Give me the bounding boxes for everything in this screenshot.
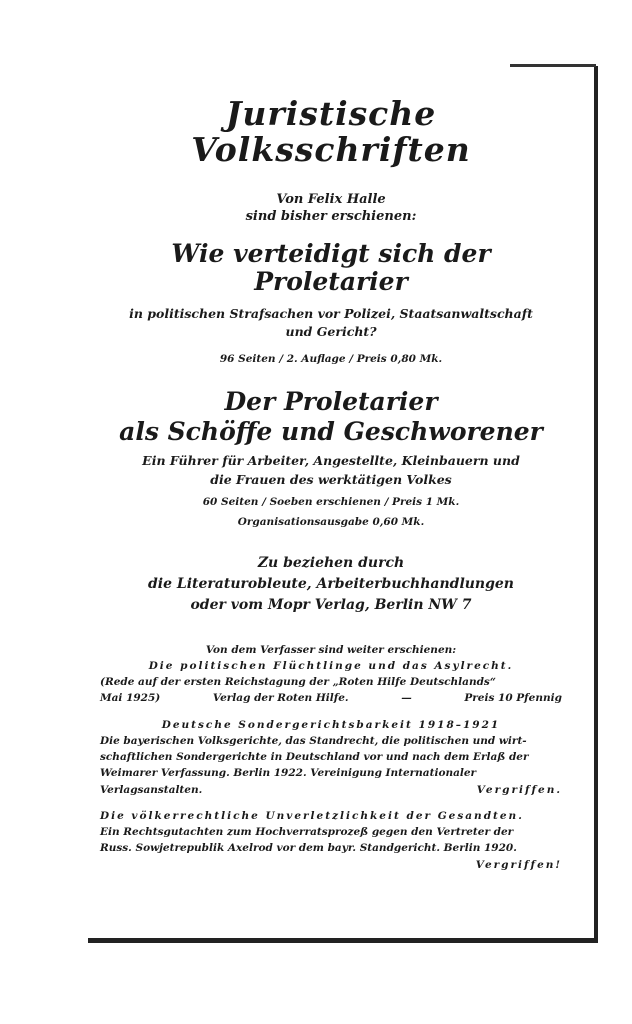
order-line: Zu beziehen durch — [257, 554, 405, 571]
item1-publisher: Verlag der Roten Hilfe. — [212, 692, 349, 705]
item2-publisher: Verlagsanstalten. — [100, 783, 203, 796]
item2-status: Vergriffen. — [476, 783, 562, 796]
item1-dash: — — [401, 692, 412, 705]
book2-subtitle-line: die Frauen des werktätigen Volkes — [210, 471, 452, 487]
intro-line: Von Felix Halle — [276, 191, 386, 207]
item3-title: Die völkerrechtliche Unverletzlichkeit der Gesandten. — [100, 809, 524, 822]
book1-subtitle-line: in politischen Strafsachen vor Polizei, Staatsanwaltschaft — [129, 306, 533, 322]
order-info — [100, 553, 562, 616]
book1-title: Wie verteidigt sich der Proletarier — [171, 238, 491, 297]
book2-subtitle — [100, 452, 562, 488]
item2-title: Deutsche Sondergerichtsbarkeit 1918–1921 — [161, 718, 501, 731]
book2-meta-line: Organisationsausgabe 0,60 Mk. — [237, 515, 425, 528]
item1-price: Preis 10 Pfennig — [464, 692, 562, 705]
item1-line: (Rede auf der ersten Reichstagung der „Roten Hilfe Deutschlands“ — [100, 676, 496, 689]
item2-line: Weimarer Verfassung. Berlin 1922. Vereinigung Internationaler — [100, 767, 477, 780]
page-title: Juristische Volksschriften — [191, 94, 471, 170]
book2-meta-line: 60 Seiten / Soeben erschienen / Preis 1 Mk. — [202, 495, 460, 508]
book1-meta: 96 Seiten / 2. Auflage / Preis 0,80 Mk. — [219, 353, 443, 366]
item2-line: Die bayerischen Volksgerichte, das Standrecht, die politischen und wirt- — [100, 734, 527, 747]
intro-line: sind bisher erschienen: — [245, 209, 417, 225]
order-line: die Literaturobleute, Arbeiterbuchhandlungen — [148, 575, 514, 592]
item3-line: Russ. Sowjetrepublik Axelrod vor dem bayr. Standgericht. Berlin 1920. — [100, 842, 517, 855]
item1-details — [100, 690, 562, 706]
book2-subtitle-line: Ein Führer für Arbeiter, Angestellte, Kleinbauern und — [142, 453, 520, 469]
book2-title-line: Der Proletarier — [224, 387, 438, 417]
item2-line: schaftlichen Sondergerichte in Deutschland vor und nach dem Erlaß der — [100, 751, 529, 764]
intro — [100, 191, 562, 226]
item3-line: Ein Rechtsgutachten zum Hochverratsprozeß gegen den Vertreter der — [100, 826, 514, 839]
order-line: oder vom Mopr Verlag, Berlin NW 7 — [190, 596, 472, 613]
document-body — [100, 96, 562, 873]
item1-date: Mai 1925) — [100, 692, 161, 705]
book2-title-line: als Schöffe und Geschworener — [119, 416, 543, 446]
book2-meta — [100, 493, 562, 533]
book1-subtitle-line: und Gericht? — [285, 324, 377, 340]
item1-title: Die politischen Flüchtlinge und das Asylrecht. — [148, 659, 514, 672]
further-publications — [100, 642, 562, 873]
item3-status: Vergriffen! — [475, 858, 562, 871]
book2-title — [100, 387, 562, 446]
border-top-stub — [510, 64, 596, 67]
further-heading: Von dem Verfasser sind weiter erschienen: — [205, 643, 457, 656]
item2-last-line — [100, 782, 562, 798]
book1-subtitle — [100, 305, 562, 341]
